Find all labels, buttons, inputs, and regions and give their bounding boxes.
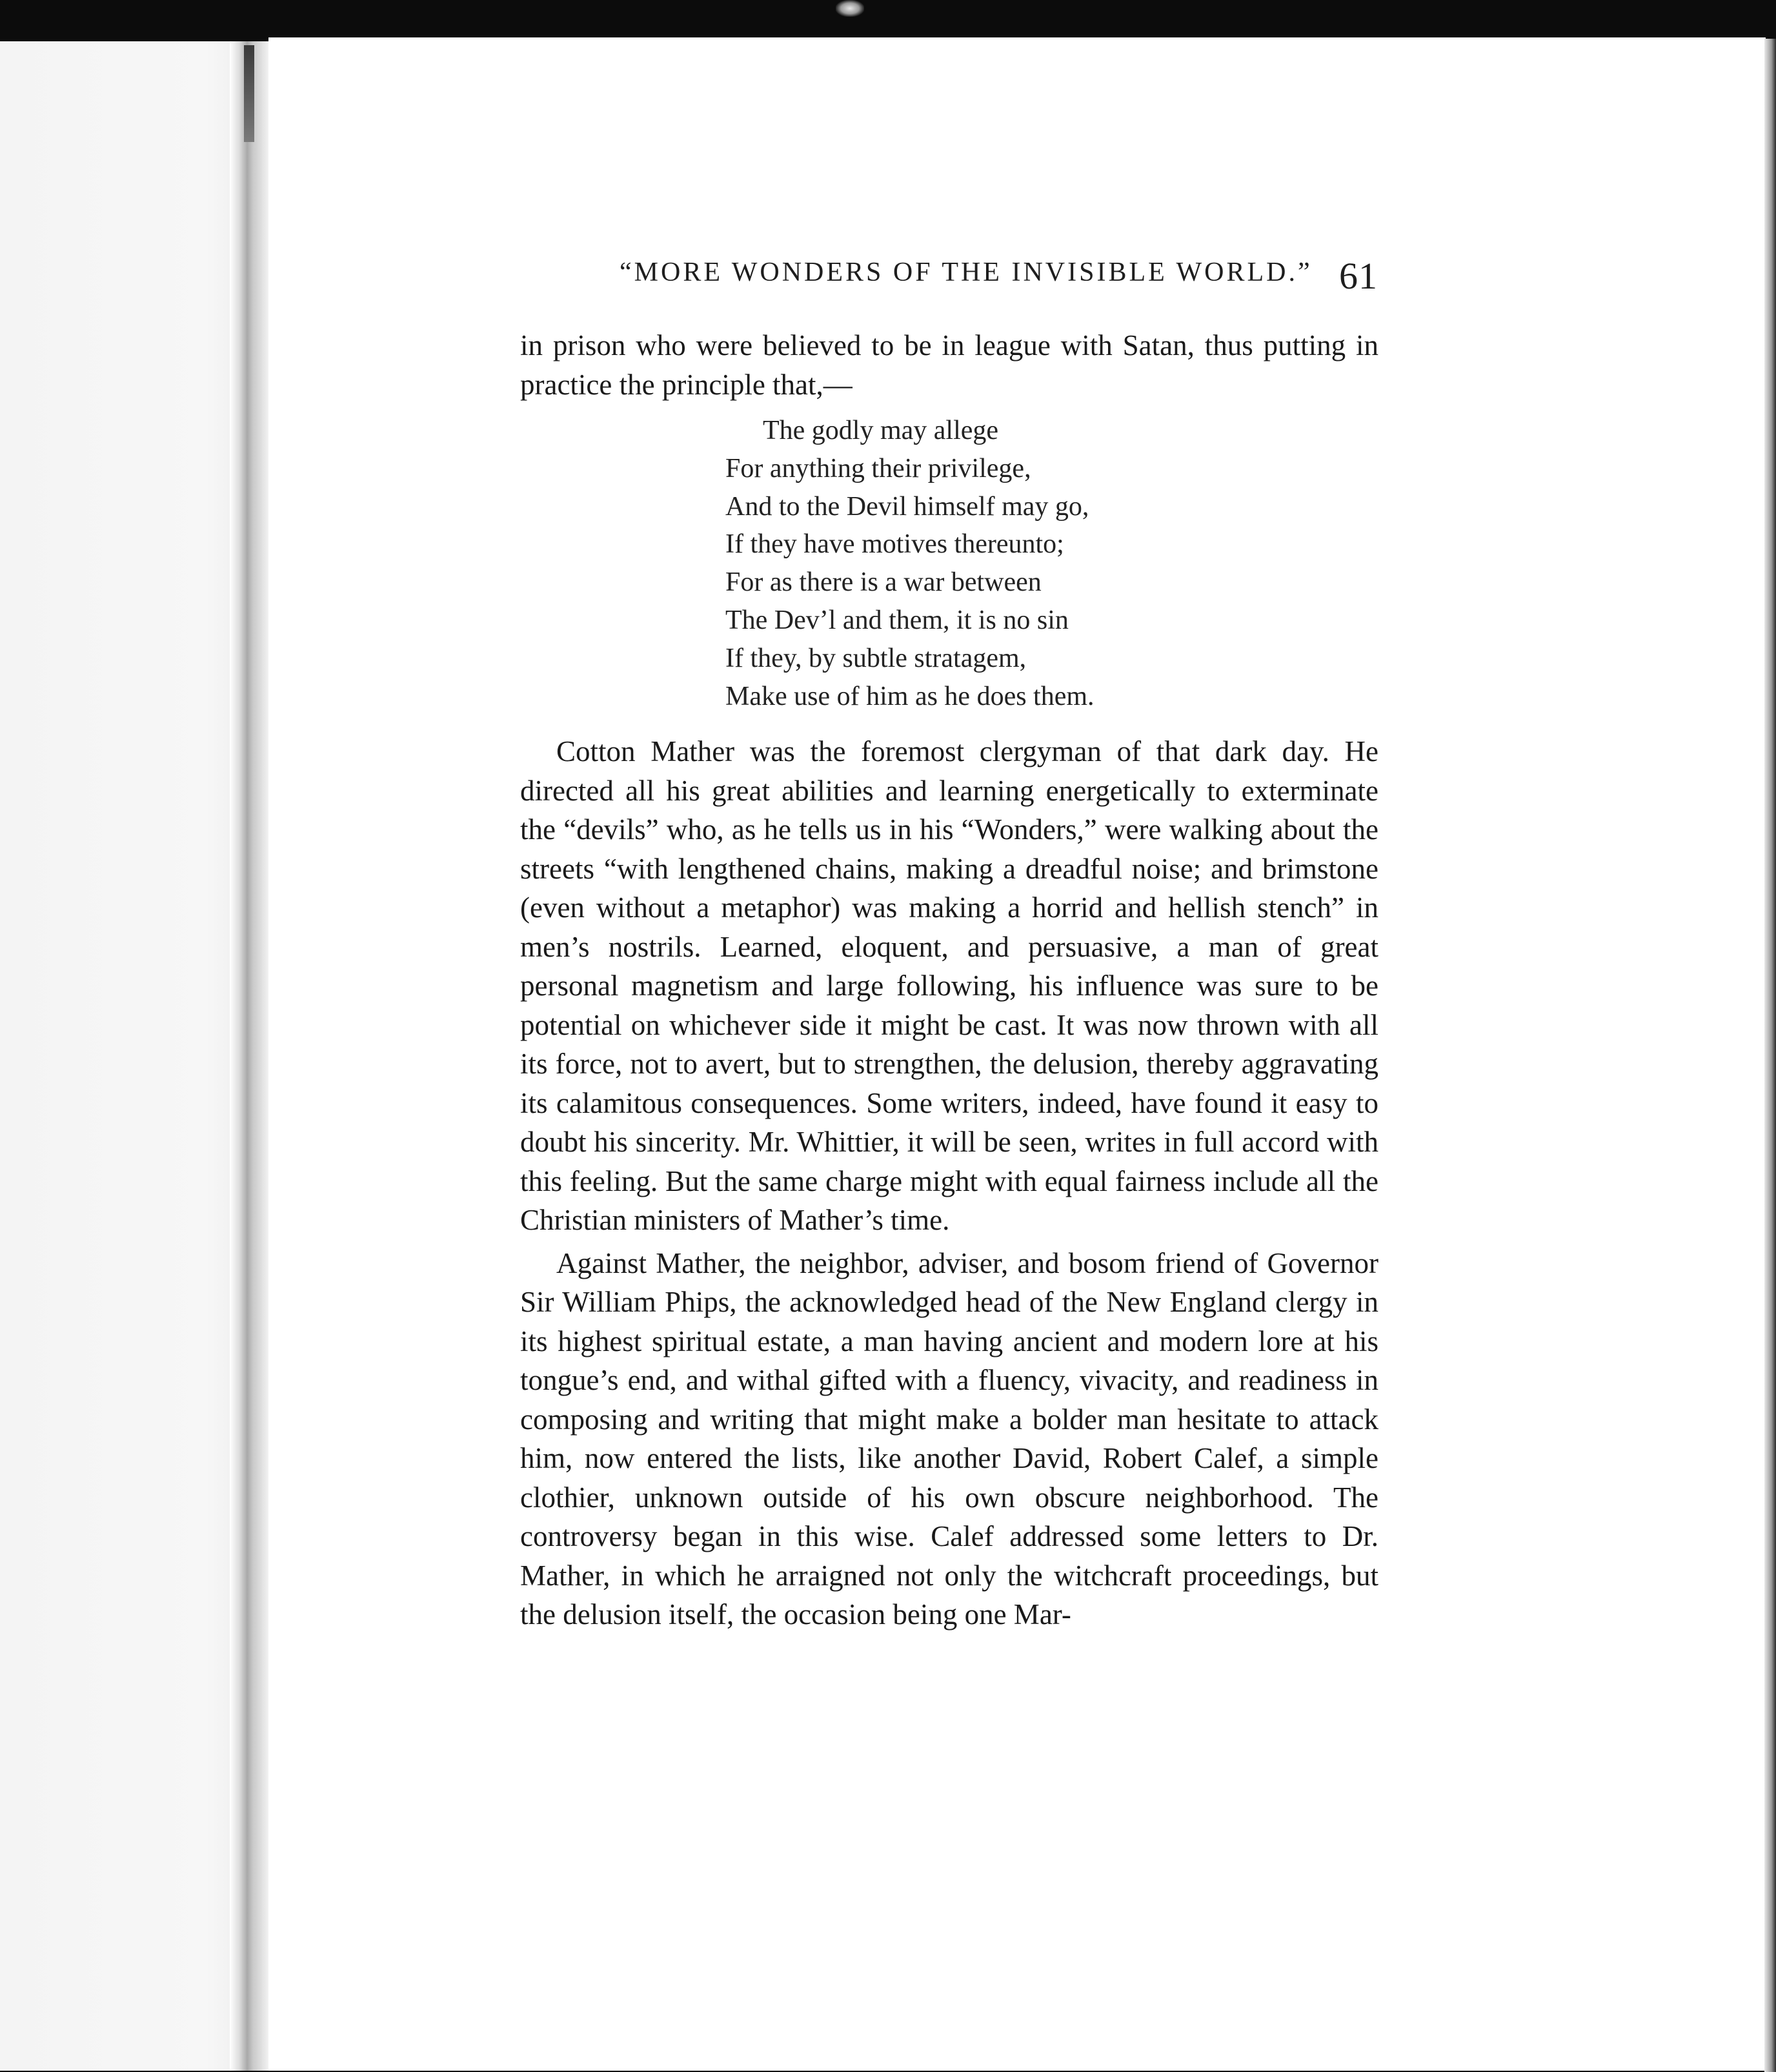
body-paragraph: Against Mather, the neighbor, adviser, and bosom friend of Governor Sir William Phips, the acknowledged head of the New England clergy in its highest spiritual estate, a man having ancient and modern lore at his tongue’s end, and withal gifted with a fluency, vivacity, and readiness in composing and writing that might make a bolder man hesitate to attack him, now entered the lists, like another David, Robert Calef, a simple clothier, unknown outside of his own obscure neighborhood. The controversy began in this wise. Calef addressed some letters to Dr. Mather, in which he arraigned not only the witchcraft proceedings, but the delusion itself, the occasion being one Mar- [520,1246,1378,1631]
opening-paragraph: in prison who were believed to be in league with Satan, thus putting in practice the principle that,— [520,329,1378,401]
verse-line: If they, by subtle stratagem, [725,643,1027,673]
verse-line: For as there is a war between [725,567,1042,598]
scan-artifact [836,0,864,17]
verse-line: The Dev’l and them, it is no sin [725,605,1069,635]
running-head [620,255,1378,297]
verse-line: The godly may allege [763,416,999,445]
verse-line: And to the Devil himself may go, [725,491,1089,522]
verse-line: Make use of him as he does them. [725,681,1095,711]
gutter-shadow [244,45,254,142]
page-number: 61 [1339,255,1378,297]
verse-quotation [725,412,1378,715]
verse-line: If they have motives thereunto; [725,529,1064,560]
page-edge [1764,39,1776,2072]
running-head-title: “MORE WONDERS OF THE INVISIBLE WORLD.” [620,258,1313,287]
verse-line: For anything their privilege, [725,453,1031,483]
book-spine-gutter [230,41,268,2071]
text-block [520,326,1378,1634]
body-paragraph: Cotton Mather was the foremost clergyman of that dark day. He directed all his great abilities and learning energetically to exterminate the “devils” who, as he tells us in his “Wonders,” were walking about the streets “with lengthened chains, making a dreadful noise; and brimstone (even without a metaphor) was making a horrid and hellish stench” in men’s nostrils. Learned, eloquent, and persuasive, a man of great personal magnetism and large following, his influence was sure to be potential on whichever side it might be cast. It was now thrown with all its force, not to avert, but to strengthen, the delusion, thereby aggravating its calamitous consequences. Some writers, indeed, have found it easy to doubt his sincerity. Mr. Whittier, it will be seen, writes in full accord with this feeling. But the same charge might with equal fairness include all the Christian ministers of Mather’s time. [520,735,1378,1237]
facing-blank-page [0,41,258,2071]
